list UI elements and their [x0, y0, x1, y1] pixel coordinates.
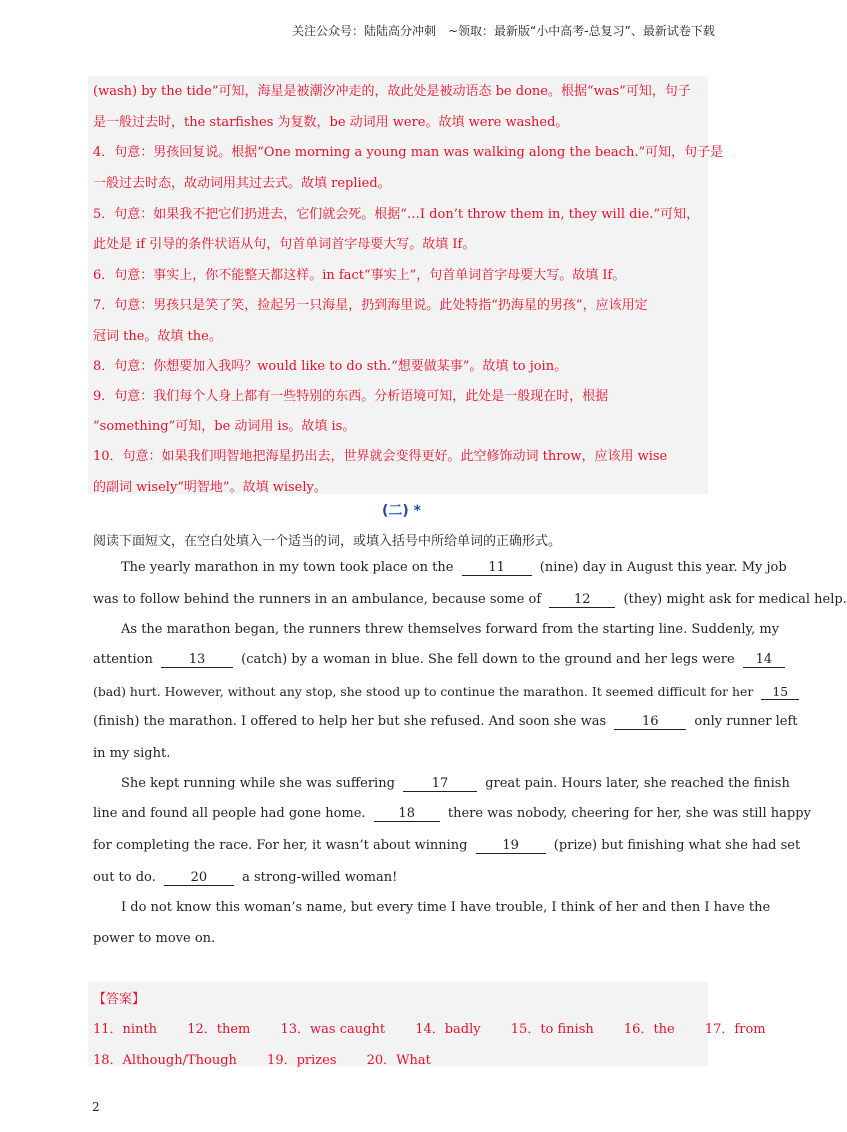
answer-item: 19．prizes: [267, 1053, 337, 1068]
passage-line: As the marathon began, the runners threw themselves forward from the starting line. Suddenly, my: [121, 622, 780, 637]
explanation-line: 8．句意：你想要加入我吗？would like to do sth.“想要做某事”。故填 to join。: [93, 359, 568, 374]
explanation-line: 此处是 if 引导的条件状语从句，句首单词首字母要大写。故填 If。: [93, 237, 476, 252]
blank-19: 19: [476, 839, 546, 854]
answer-item: 15．to finish: [510, 1022, 594, 1037]
explanation-line: 6．句意：事实上，你不能整天都这样。in fact“事实上”，句首单词首字母要大写。故填 If。: [93, 268, 626, 283]
passage-line: was to follow behind the runners in an ambulance, because some of 12 (they) might ask for medical help.: [93, 592, 847, 607]
explanation-line: 7．句意：男孩只是笑了笑，捡起另一只海星，扔到海里说。此处特指“扔海星的男孩”，应该用定: [93, 298, 648, 313]
explanation-line: 4．句意：男孩回复说。根据“One morning a young man was walking along the beach.”可知，句子是: [93, 145, 724, 160]
passage-line: out to do. 20 a strong-willed woman!: [93, 870, 398, 885]
blank-15: 15: [761, 685, 799, 700]
blank-16: 16: [614, 715, 686, 730]
explanation-line: 的副词 wisely“明智地”。故填 wisely。: [93, 480, 327, 495]
explanation-line: 是一般过去时，the starfishes 为复数，be 动词用 were。故填 were washed。: [93, 115, 569, 130]
answer-label: 【答案】: [93, 992, 146, 1007]
explanation-line: 5．句意：如果我不把它们扔进去，它们就会死。根据“…I don’t throw them in, they will die.”可知，: [93, 207, 700, 222]
answer-row: [93, 1018, 766, 1037]
explanation-line: 10．句意：如果我们明智地把海星扔出去，世界就会变得更好。此空修饰动词 throw，应该用 wise: [93, 449, 668, 464]
answer-item: 18．Although/Though: [93, 1053, 237, 1068]
answer-item: 16．the: [623, 1022, 675, 1037]
passage-line: for completing the race. For her, it wasn’t about winning 19 (prize) but finishing what she had set: [93, 838, 801, 853]
passage-line: in my sight.: [93, 746, 171, 761]
blank-20: 20: [164, 871, 234, 886]
passage-line: I do not know this woman’s name, but every time I have trouble, I think of her and then I have the: [121, 900, 771, 915]
blank-11: 11: [462, 561, 532, 576]
answer-item: 20．What: [366, 1053, 431, 1068]
page-header: 关注公众号：陆陆高分冲刺 ~领取：最新版“小中高考-总复习”、最新试卷下载: [292, 24, 715, 38]
section-title: (二) *: [382, 503, 421, 519]
passage-line: attention 13 (catch) by a woman in blue. She fell down to the ground and her legs were 14: [93, 652, 785, 668]
answer-row: [93, 1049, 457, 1068]
passage-line: power to move on.: [93, 931, 216, 946]
explanation-line: 9．句意：我们每个人身上都有一些特别的东西。分析语境可知，此处是一般现在时，根据: [93, 389, 609, 404]
answer-item: 17．from: [704, 1022, 766, 1037]
passage-line: The yearly marathon in my town took place on the 11 (nine) day in August this year. My job: [121, 560, 787, 575]
page-number: 2: [92, 1100, 100, 1114]
explanation-line: (wash) by the tide”可知，海星是被潮汐冲走的，故此处是被动语态 be done。根据“was”可知，句子: [93, 84, 691, 99]
answer-item: 11．ninth: [93, 1022, 158, 1037]
answer-item: 13．was caught: [280, 1022, 386, 1037]
blank-18: 18: [374, 807, 440, 822]
explanation-line: 一般过去时态，故动词用其过去式。故填 replied。: [93, 176, 391, 191]
answer-item: 14．badly: [415, 1022, 481, 1037]
explanation-line: “something”可知，be 动词用 is。故填 is。: [93, 419, 356, 434]
passage-line: (finish) the marathon. I offered to help her but she refused. And soon she was 16 only runner left: [93, 714, 798, 729]
blank-12: 12: [549, 593, 615, 608]
answer-item: 12．them: [187, 1022, 251, 1037]
passage-line: line and found all people had gone home. 18 there was nobody, cheering for her, she was still happy: [93, 806, 811, 821]
passage-line: She kept running while she was suffering 17 great pain. Hours later, she reached the finish: [121, 776, 790, 791]
passage-line: (bad) hurt. However, without any stop, she stood up to continue the marathon. It seemed difficult for her 15: [93, 684, 799, 700]
blank-17: 17: [403, 777, 477, 792]
instruction: 阅读下面短文，在空白处填入一个适当的词，或填入括号中所给单词的正确形式。: [93, 534, 562, 549]
blank-13: 13: [161, 653, 233, 668]
blank-14: 14: [743, 653, 785, 668]
explanation-line: 冠词 the。故填 the。: [93, 329, 222, 344]
